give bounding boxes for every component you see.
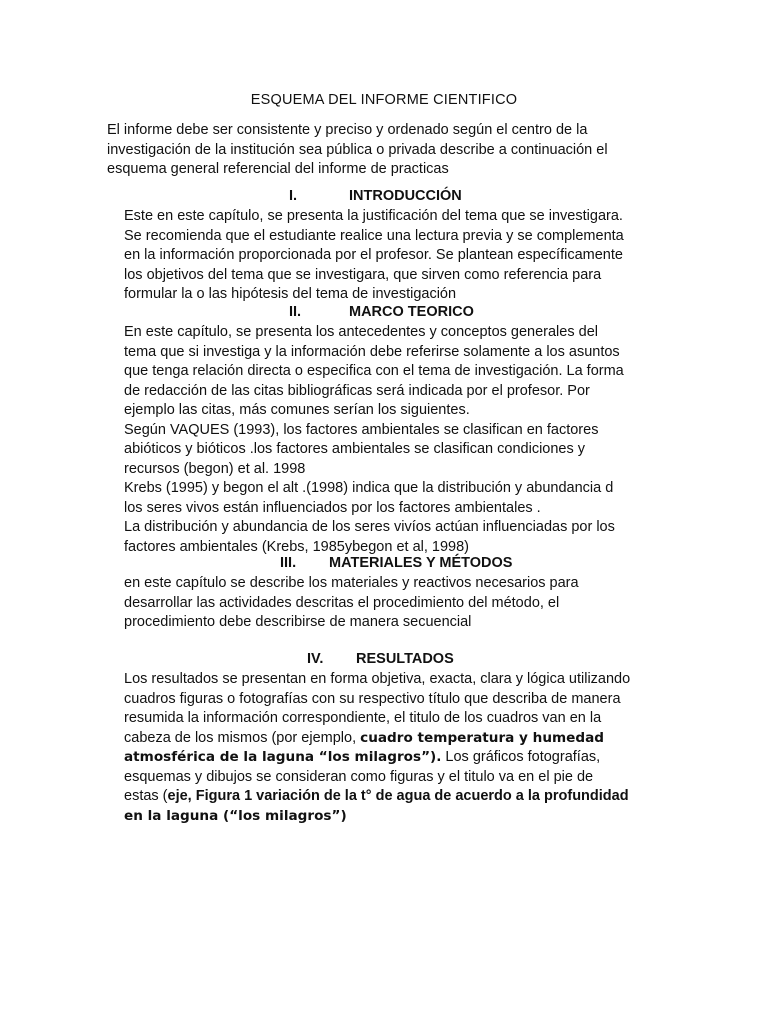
section-number: II. — [289, 304, 302, 320]
text-line: Este en este capítulo, se presenta la justificación del tema que se investigara. — [124, 208, 623, 224]
text-line: investigación de la institución sea pública o privada describe a continuación el — [107, 141, 608, 158]
text-line: abióticos y bióticos .los factores ambientales se clasifican condiciones y — [124, 441, 586, 457]
text-bold: en la laguna (“los milagros”) — [124, 807, 347, 824]
text-line — [124, 787, 664, 807]
text-line: tema que si investiga y la información debe referirse solamente a los asuntos — [124, 343, 620, 360]
section-number: I. — [289, 188, 298, 204]
section-heading-resultados — [307, 651, 454, 667]
section-number: III. — [280, 555, 297, 571]
section-title: MARCO TEORICO — [349, 304, 474, 320]
text-line: Los resultados se presentan en forma objetiva, exacta, clara y lógica utilizando — [124, 671, 631, 687]
text-line: Según VAQUES (1993), los factores ambientales se clasifican en factores — [124, 421, 599, 438]
text-line: En este capítulo, se presenta los antecedentes y conceptos generales del — [124, 324, 598, 340]
section-title: INTRODUCCIÓN — [349, 188, 462, 204]
text-line: los seres vivos están influenciados por los factores ambientales . — [124, 499, 541, 516]
text-line: Krebs (1995) y begon el alt .(1998) indica que la distribución y abundancia d — [124, 480, 614, 496]
section-heading-materiales-metodos — [280, 555, 512, 571]
section-body-resultados — [124, 670, 664, 826]
text-line — [124, 748, 664, 768]
section-heading-introduccion — [289, 188, 462, 204]
text-line: ejemplo las citas, más comunes serían los siguientes. — [124, 402, 470, 418]
text-line — [124, 729, 664, 749]
text-line: que tenga relación directa o especifica con el tema de investigación. La forma — [124, 363, 624, 379]
section-title: RESULTADOS — [356, 651, 454, 667]
section-body-materiales-metodos — [124, 574, 664, 633]
text-line: en la información proporcionada por el profesor. Se plantean específicamente — [124, 247, 623, 263]
text-line: desarrollar las actividades descritas el procedimiento del método, el — [124, 594, 560, 611]
text-line: los objetivos del tema que se investigara, que sirven como referencia para — [124, 266, 602, 283]
text-line: esquema general referencial del informe de practicas — [107, 161, 449, 177]
text-line: factores ambientales (Krebs, 1985ybegon et al, 1998) — [124, 538, 469, 555]
text-bold: cuadro temperatura y humedad — [360, 729, 605, 746]
section-heading-marco-teorico — [289, 304, 474, 320]
section-number: IV. — [307, 651, 324, 667]
text-line: cuadros figuras o fotografías con su respectivo título que describa de manera — [124, 690, 621, 707]
section-title: MATERIALES Y MÉTODOS — [329, 555, 513, 571]
text-line: de redacción de las citas bibliográficas será indicada por el profesor. Por — [124, 382, 590, 399]
section-body-introduccion — [124, 207, 664, 305]
document-title: ESQUEMA DEL INFORME CIENTIFICO — [250, 92, 518, 108]
text-line: resumida la información correspondiente, el titulo de los cuadros van en la — [124, 710, 602, 726]
text-line: Se recomienda que el estudiante realice una lectura previa y se complementa — [124, 227, 624, 244]
section-body-marco-teorico — [124, 323, 664, 557]
text-line: El informe debe ser consistente y preciso y ordenado según el centro de la — [107, 122, 588, 138]
text-normal: Los gráficos fotografías, — [441, 749, 601, 765]
intro-paragraph — [107, 121, 667, 180]
text-normal: cabeza de los mismos (por ejemplo, — [124, 729, 361, 746]
text-line: en este capítulo se describe los materiales y reactivos necesarios para — [124, 575, 579, 591]
text-line: esquemas y dibujos se consideran como figuras y el titulo va en el pie de — [124, 768, 594, 785]
text-line: formular la o las hipótesis del tema de investigación — [124, 286, 457, 302]
text-line: La distribución y abundancia de los seres vivíos actúan influenciadas por los — [124, 519, 615, 535]
text-line: procedimiento debe describirse de manera secuencial — [124, 614, 472, 630]
text-normal: estas ( — [124, 788, 168, 804]
text-line — [124, 807, 664, 827]
text-bold: atmosférica de la laguna “los milagros”). — [124, 749, 442, 765]
text-line: recursos (begon) et al. 1998 — [124, 460, 306, 477]
text-bold: eje, Figura 1 variación de la t° de agua de acuerdo a la profundidad — [167, 788, 629, 804]
